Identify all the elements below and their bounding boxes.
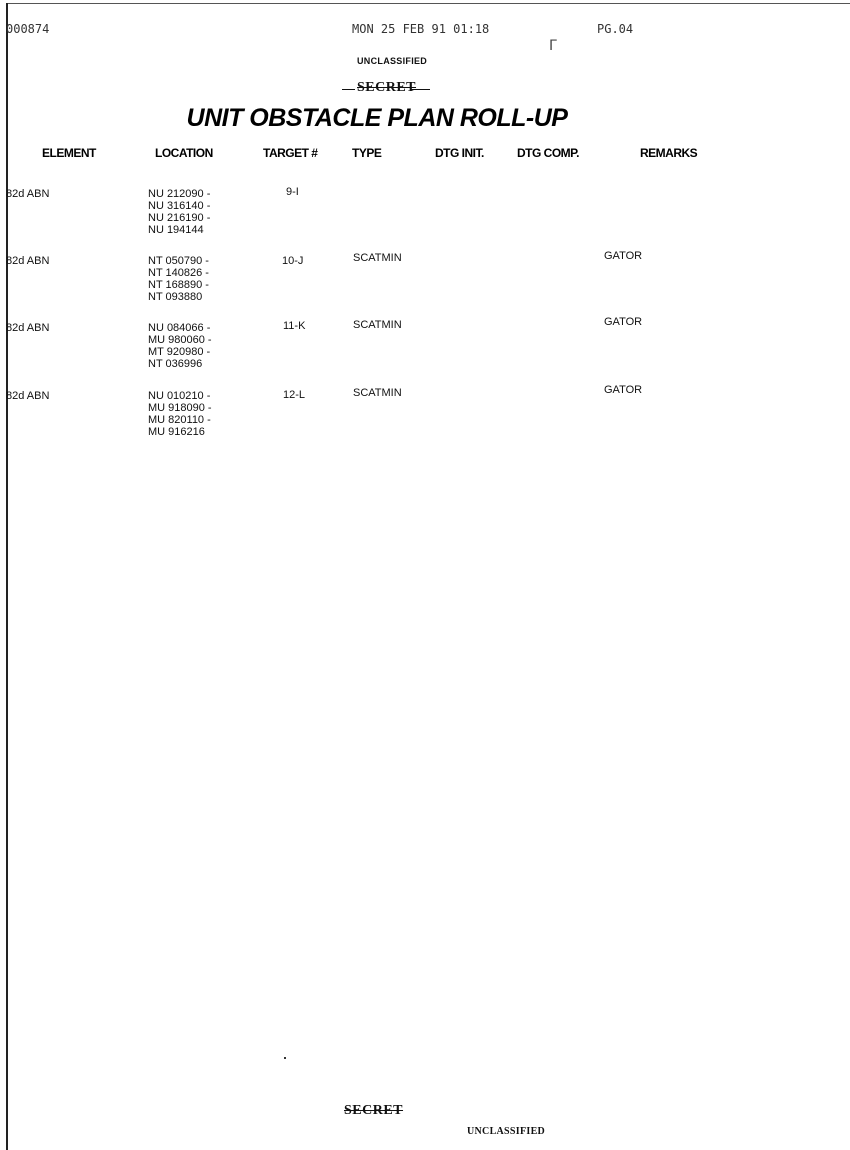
table-row-target: 10-J: [282, 255, 304, 267]
bottom-unclassified-marking: UNCLASSIFIED: [467, 1126, 546, 1137]
document-number: 000874: [6, 22, 50, 36]
table-row-location: NT 050790 -: [148, 255, 209, 267]
table-row-location: NT 093880: [148, 291, 203, 303]
table-row-target: 12-L: [283, 389, 306, 401]
column-header-dtg-comp: DTG COMP.: [517, 146, 579, 160]
table-row-remarks: GATOR: [604, 316, 643, 328]
top-unclassified-marking: UNCLASSIFIED: [357, 56, 428, 66]
table-row-location: NT 036996: [148, 358, 203, 370]
bottom-secret-marking: SECRET: [344, 1103, 404, 1118]
column-header-element: ELEMENT: [42, 146, 96, 160]
table-row-location: MU 916216: [148, 426, 205, 438]
table-row-location: NU 084066 -: [148, 322, 211, 334]
table-row-element: 82d ABN: [6, 390, 50, 402]
table-row-location: NT 140826 -: [148, 267, 209, 279]
table-row-location: NT 168890 -: [148, 279, 209, 291]
scan-speck: [284, 1057, 286, 1059]
table-row-element: 82d ABN: [6, 255, 50, 267]
fax-timestamp: MON 25 FEB 91 01:18: [352, 22, 490, 36]
table-row-location: MT 920980 -: [148, 346, 211, 358]
table-row-target: 11-K: [283, 320, 306, 332]
table-row-location: NU 194144: [148, 224, 204, 236]
secret-rule-left: [342, 89, 355, 90]
column-header-dtg-init: DTG INIT.: [435, 146, 484, 160]
table-row-type: SCATMIN: [353, 252, 402, 264]
table-row-target: 9-I: [286, 186, 299, 198]
table-row-remarks: GATOR: [604, 384, 643, 396]
column-header-target: TARGET #: [263, 146, 318, 160]
table-row-location: NU 010210 -: [148, 390, 211, 402]
left-border-line: [6, 3, 8, 1150]
table-row-element: 82d ABN: [6, 188, 50, 200]
column-header-type: TYPE: [352, 146, 382, 160]
table-row-location: NU 316140 -: [148, 200, 211, 212]
top-secret-marking: SECRET: [357, 80, 417, 95]
secret-rule-right: [410, 89, 430, 90]
table-row-location: MU 980060 -: [148, 334, 212, 346]
page-number: PG.04: [597, 22, 634, 36]
table-row-type: SCATMIN: [353, 319, 402, 331]
table-row-location: MU 918090 -: [148, 402, 212, 414]
column-header-location: LOCATION: [155, 146, 213, 160]
top-border-line: [8, 3, 850, 4]
table-row-remarks: GATOR: [604, 250, 643, 262]
table-row-element: 82d ABN: [6, 322, 50, 334]
table-row-location: NU 212090 -: [148, 188, 211, 200]
page-title: UNIT OBSTACLE PLAN ROLL-UP: [186, 104, 568, 132]
table-row-location: NU 216190 -: [148, 212, 211, 224]
table-row-location: MU 820110 -: [148, 414, 211, 426]
table-row-type: SCATMIN: [353, 387, 402, 399]
corner-mark: Γ: [549, 38, 557, 54]
column-header-remarks: REMARKS: [640, 146, 698, 160]
